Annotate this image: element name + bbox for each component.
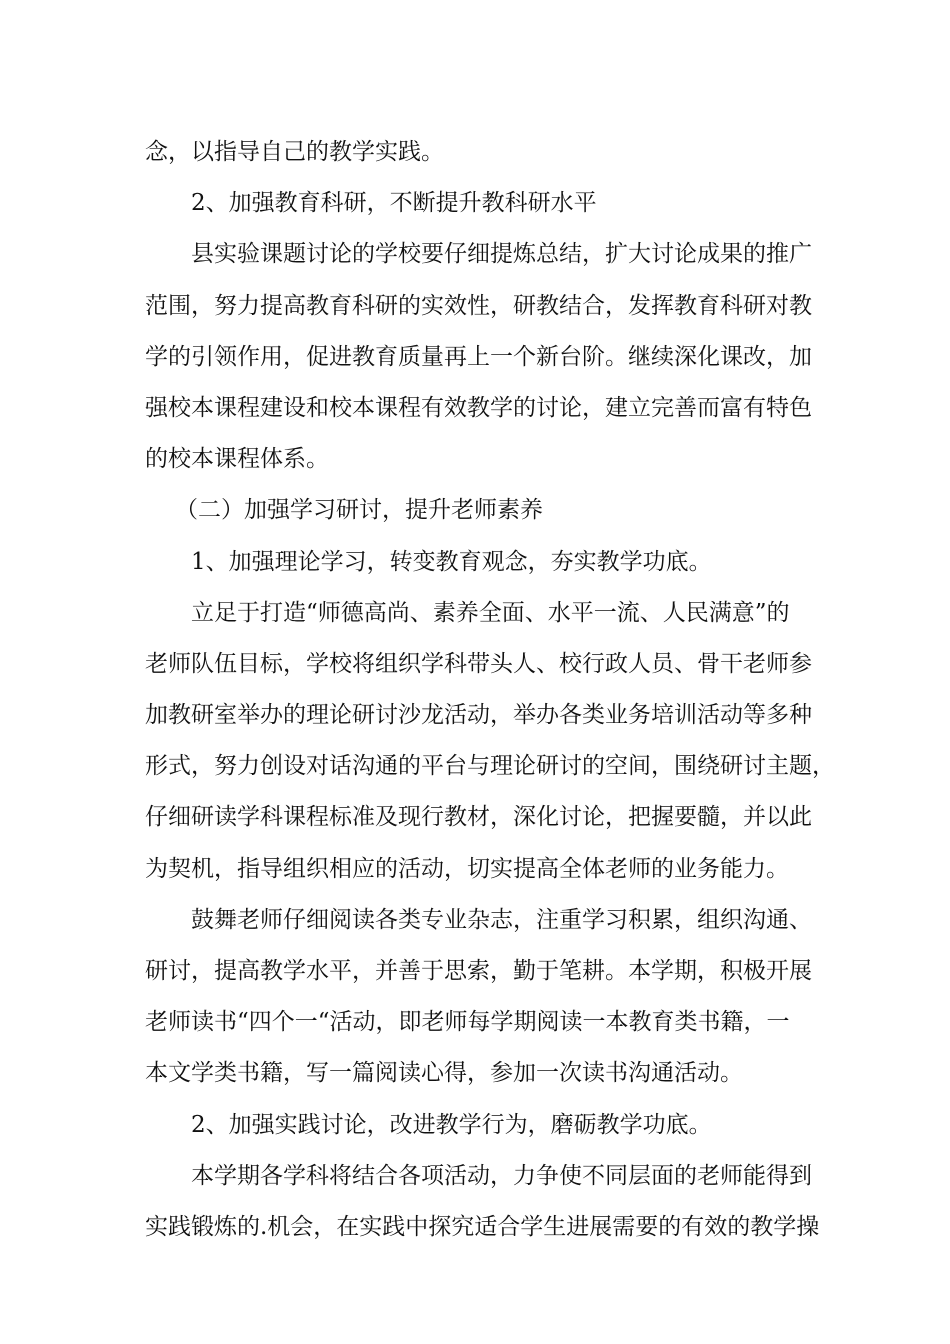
document-body xyxy=(145,127,835,1253)
paragraph-line: 范围，努力提高教育科研的实效性，研教结合，发挥教育科研对教 xyxy=(145,292,812,319)
paragraph-line: 加教研室举办的理论研讨沙龙活动，举办各类业务培训活动等多种 xyxy=(145,702,812,729)
paragraph-line: 立足于打造“师德高尚、素养全面、水平一流、人民满意”的 xyxy=(191,599,790,626)
paragraph-line: 本学期各学科将结合各项活动，力争使不同层面的老师能得到 xyxy=(191,1162,812,1189)
paragraph-line: 县实验课题讨论的学校要仔细提炼总结，扩大讨论成果的推广 xyxy=(191,241,812,268)
paragraph-line: 老师读书“四个一“活动，即老师每学期阅读一本教育类书籍，一 xyxy=(145,1009,790,1036)
paragraph-line: 的校本课程体系。 xyxy=(145,446,329,473)
section-heading: （二）加强学习研讨，提升老师素养 xyxy=(175,497,543,524)
paragraph-line: 学的引领作用，促进教育质量再上一个新台阶。继续深化课改，加 xyxy=(145,343,812,370)
paragraph-line: 强校本课程建设和校本课程有效教学的讨论，建立完善而富有特色 xyxy=(145,394,812,421)
paragraph-line: 本文学类书籍，写一篇阅读心得，参加一次读书沟通活动。 xyxy=(145,1060,743,1087)
section-heading: 2、加强实践讨论，改进教学行为，磨砺教学功底。 xyxy=(191,1111,712,1138)
section-heading: 2、加强教育科研，不断提升教科研水平 xyxy=(191,190,597,217)
paragraph-line: 形式，努力创设对话沟通的平台与理论研讨的空间，围绕研讨主题， xyxy=(145,753,835,780)
section-heading: 1、加强理论学习，转变教育观念，夯实教学功底。 xyxy=(191,548,712,575)
paragraph-line: 老师队伍目标，学校将组织学科带头人、校行政人员、骨干老师参 xyxy=(145,650,812,677)
paragraph-line: 念，以指导自己的教学实践。 xyxy=(145,139,444,165)
paragraph-line: 研讨，提高教学水平，并善于思索，勤于笔耕。本学期，积极开展 xyxy=(145,958,812,984)
paragraph-line: 仔细研读学科课程标准及现行教材，深化讨论，把握要髓，并以此 xyxy=(145,804,812,831)
paragraph-line: 鼓舞老师仔细阅读各类专业杂志，注重学习积累，组织沟通、 xyxy=(191,906,812,933)
paragraph-line: 实践锻炼的.机会，在实践中探究适合学生进展需要的有效的教学操 xyxy=(145,1213,820,1240)
paragraph-line: 为契机，指导组织相应的活动，切实提高全体老师的业务能力。 xyxy=(145,855,789,882)
